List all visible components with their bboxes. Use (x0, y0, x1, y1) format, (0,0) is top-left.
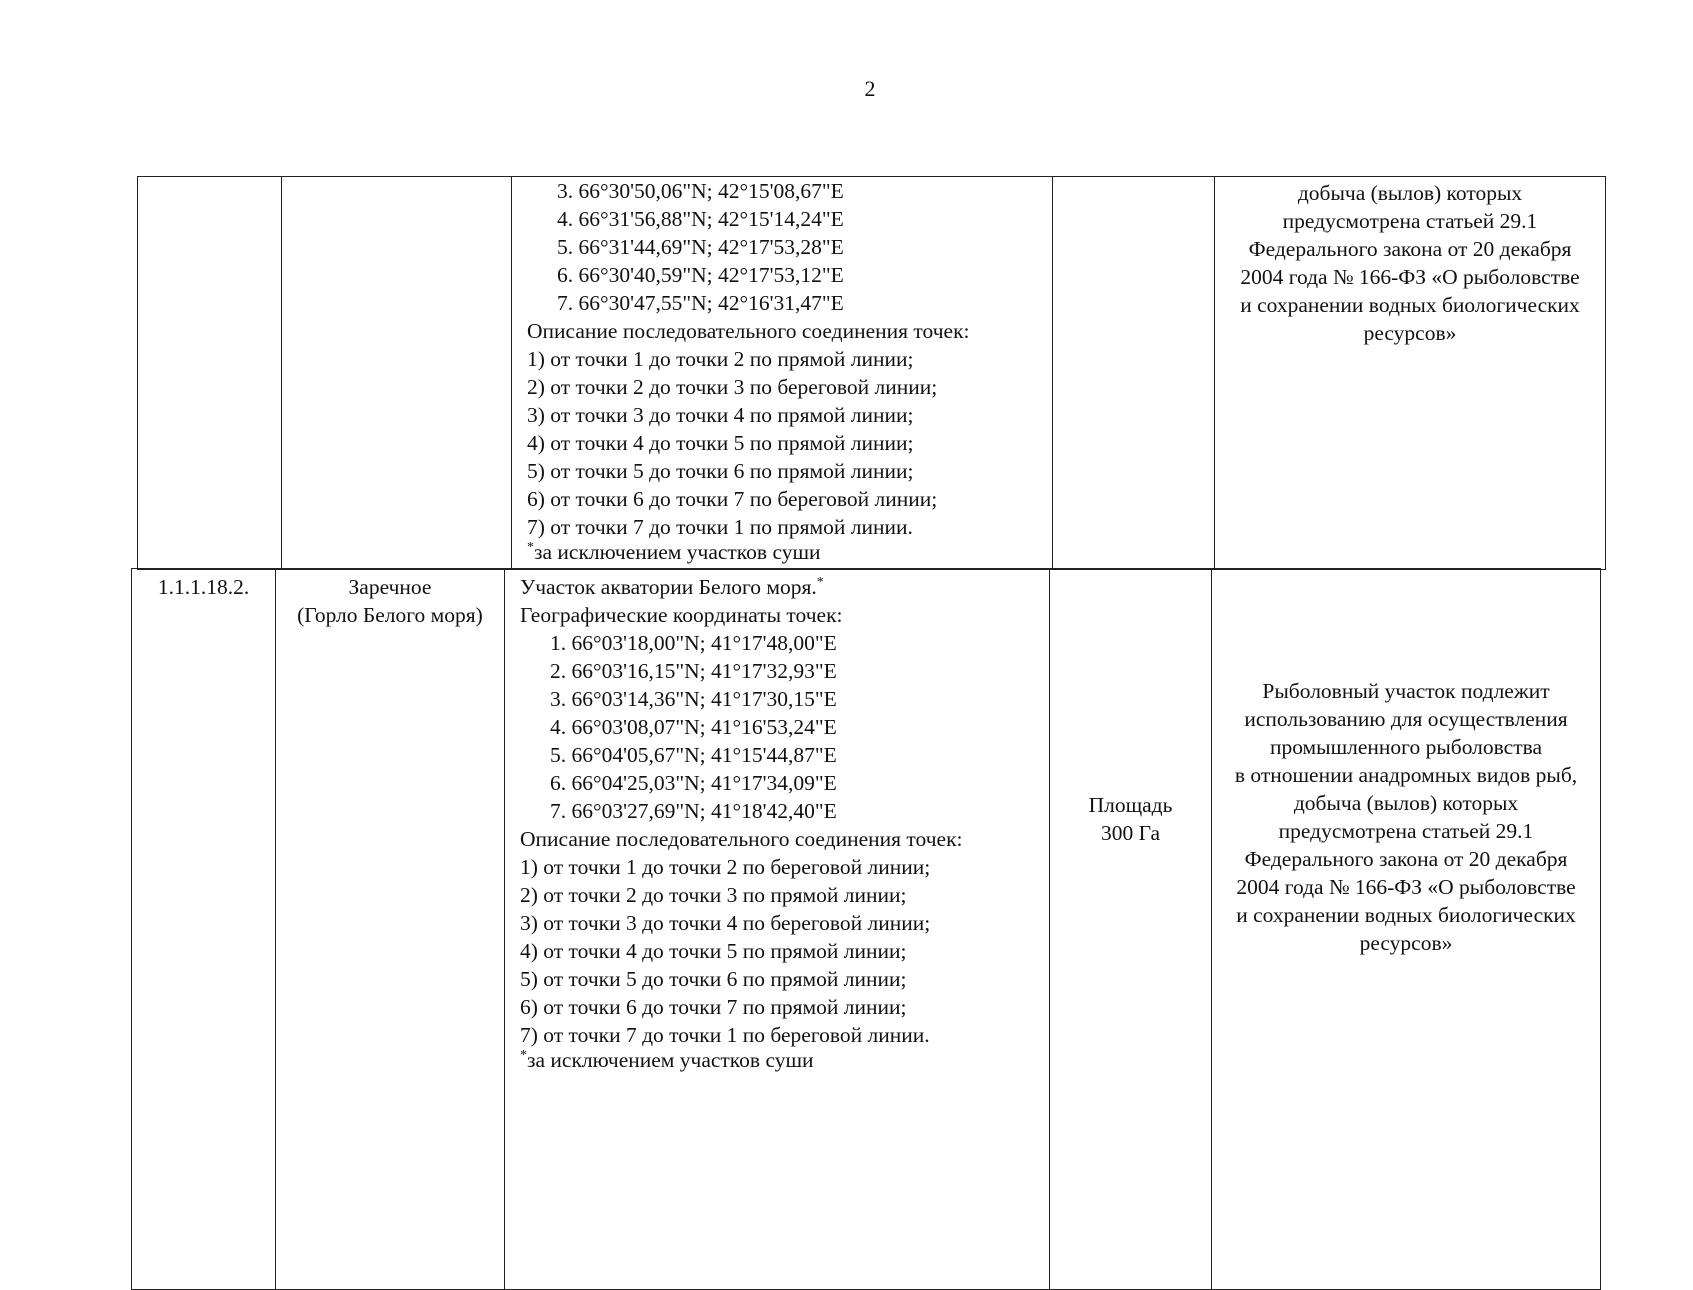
purpose-line: Рыболовный участок подлежит (1262, 679, 1550, 703)
connection-step: 6) от точки 6 до точки 7 по береговой линии; (527, 487, 938, 511)
area-value: 300 Га (1100, 821, 1161, 845)
purpose-line: Федерального закона от 20 декабря (1248, 237, 1572, 261)
purpose-line: Федерального закона от 20 декабря (1244, 847, 1568, 871)
footnote-marker: * (520, 1047, 527, 1063)
connection-step: 2) от точки 2 до точки 3 по береговой линии; (527, 375, 938, 399)
connection-label: Описание последовательного соединения точек: (527, 319, 970, 343)
table-row (138, 177, 1606, 570)
connection-step: 3) от точки 3 до точки 4 по прямой линии; (527, 403, 914, 427)
row-purpose-cell (1215, 177, 1606, 570)
purpose-line: добыча (вылов) которых (1297, 181, 1523, 205)
row-area-cell (1050, 569, 1212, 1290)
table-row (132, 569, 1601, 1290)
fishing-areas-table (131, 568, 1601, 1290)
row-name-cell (276, 569, 505, 1290)
coordinate-point: 1. 66°03'18,00"N; 41°17'48,00"E (550, 631, 837, 655)
coordinate-point: 2. 66°03'16,15"N; 41°17'32,93"E (550, 659, 837, 683)
footnote (527, 538, 1049, 566)
area-label: Площадь (1088, 793, 1173, 817)
row-name-cell (282, 177, 512, 570)
page-number: 2 (864, 76, 876, 101)
coordinate-point: 5. 66°31'44,69"N; 42°17'53,28"E (557, 235, 844, 259)
purpose-line: 2004 года № 166-ФЗ «О рыболовстве (1236, 875, 1576, 899)
row-name-detail: (Горло Белого моря) (297, 603, 483, 627)
coordinate-point: 7. 66°03'27,69"N; 41°18'42,40"E (550, 799, 837, 823)
footnote-marker: * (527, 539, 534, 555)
row-code-cell (132, 569, 276, 1290)
area-intro (520, 573, 1046, 601)
coordinate-point: 6. 66°04'25,03"N; 41°17'34,09"E (550, 771, 837, 795)
purpose-line: предусмотрена статьей 29.1 (1282, 209, 1538, 233)
purpose-line: ресурсов» (1359, 931, 1453, 955)
purpose-line: использованию для осуществления (1244, 707, 1568, 731)
connection-step: 5) от точки 5 до точки 6 по прямой линии; (527, 459, 914, 483)
coordinate-point: 7. 66°30'47,55"N; 42°16'31,47"E (557, 291, 844, 315)
coordinate-point: 4. 66°31'56,88"N; 42°15'14,24"E (557, 207, 844, 231)
row-code-cell (138, 177, 282, 570)
row-code: 1.1.1.18.2. (157, 575, 250, 599)
purpose-line: и сохранении водных биологических (1236, 903, 1576, 927)
purpose-line: предусмотрена статьей 29.1 (1278, 819, 1534, 843)
connection-step: 7) от точки 7 до точки 1 по прямой линии. (527, 515, 913, 539)
connection-step: 2) от точки 2 до точки 3 по прямой линии; (520, 883, 907, 907)
footnote (520, 1046, 1046, 1074)
connection-step: 3) от точки 3 до точки 4 по береговой линии; (520, 911, 931, 935)
fishing-areas-table-continued (137, 176, 1606, 570)
coordinates-label: Географические координаты точек: (520, 603, 843, 627)
row-description-cell (512, 177, 1053, 570)
connection-step: 1) от точки 1 до точки 2 по береговой линии; (520, 855, 931, 879)
purpose-line: ресурсов» (1363, 321, 1457, 345)
row-description-cell (505, 569, 1050, 1290)
connection-step: 6) от точки 6 до точки 7 по прямой линии; (520, 995, 907, 1019)
row-area-cell (1053, 177, 1215, 570)
purpose-line: в отношении анадромных видов рыб, (1234, 763, 1578, 787)
purpose-line: 2004 года № 166-ФЗ «О рыболовстве (1240, 265, 1580, 289)
row-name: Заречное (348, 575, 432, 599)
purpose-line: промышленного рыболовства (1269, 735, 1543, 759)
connection-step: 5) от точки 5 до точки 6 по прямой линии; (520, 967, 907, 991)
coordinate-point: 5. 66°04'05,67"N; 41°15'44,87"E (550, 743, 837, 767)
connection-step: 1) от точки 1 до точки 2 по прямой линии; (527, 347, 914, 371)
coordinate-point: 3. 66°03'14,36"N; 41°17'30,15"E (550, 687, 837, 711)
connection-step: 7) от точки 7 до точки 1 по береговой линии. (520, 1023, 930, 1047)
area-intro-text: Участок акватории Белого моря. (520, 575, 817, 599)
connection-step: 4) от точки 4 до точки 5 по прямой линии; (527, 431, 914, 455)
coordinate-point: 3. 66°30'50,06"N; 42°15'08,67"E (557, 179, 844, 203)
row-purpose-cell (1212, 569, 1601, 1290)
coordinate-point: 6. 66°30'40,59"N; 42°17'53,12"E (557, 263, 844, 287)
coordinate-point: 4. 66°03'08,07"N; 41°16'53,24"E (550, 715, 837, 739)
connection-step: 4) от точки 4 до точки 5 по прямой линии; (520, 939, 907, 963)
connection-label: Описание последовательного соединения точек: (520, 827, 963, 851)
purpose-line: и сохранении водных биологических (1240, 293, 1580, 317)
footnote-text: за исключением участков суши (527, 1048, 814, 1072)
footnote-text: за исключением участков суши (534, 540, 821, 564)
purpose-line: добыча (вылов) которых (1293, 791, 1519, 815)
area-intro-marker: * (816, 574, 824, 590)
